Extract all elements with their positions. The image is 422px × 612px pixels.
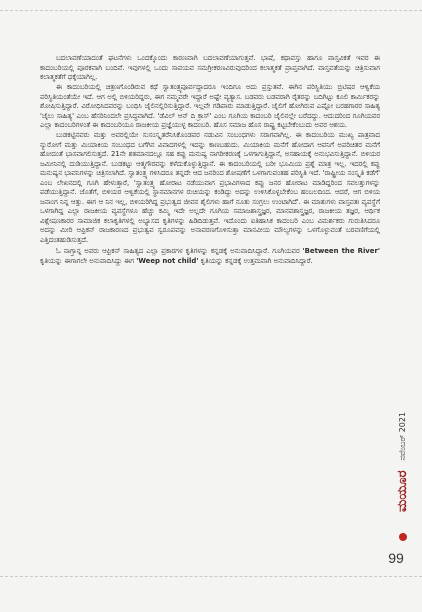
top-dashed-divider [0, 10, 422, 11]
vertical-masthead [395, 412, 410, 512]
issue-date: ನವೆಂಬರ್ 2021 [397, 411, 407, 461]
bottom-dashed-divider [0, 576, 422, 577]
paragraph-3: ಬುಡಕಟ್ಟಿನವರು ಮತ್ತು ಅವರಲ್ಲಿಯೇ ಸುಸಂಸ್ಕೃತರೆನಿಸಿಕೊಂಡವರ ನಡುವಿನ ಸಂಬಂಧಗಳು ಸರಾಗವಾಗಿಲ್ಲ. ಈ ಕಾದಂಬರಿಯ ಮುಖ್ಯ ಪಾತ್ರವಾದ ನ್ಯುರೋಗೆ ಮತ್ತು ಮಿಯಾಕಿಯ ಸಂಬಂಧದ ಬಗೆಗಿನ ವಿವಾದಗಳಲ್ಲಿ ಇದನ್ನು ಕಾಣಬಹುದು. ಮಿಯಾಕಿಯ ಮನೆಗೆ ಹೋದಾಗ ಆವನಿಗೆ ಅಪರಿಚಿತರ ಮನೆಗೆ ಹೋದಂತೆ ಭಾಸವಾಗಲಿಸುತ್ತದೆ. 21ನೇ ಶತಮಾನದಲ್ಲೂ ಸಹ ಕಪ್ಪು ಮನುಷ್ಯ ನಾಗರೀಕರಣಕ್ಕೆ ಒಳಗಾಗುತ್ತಿದ್ದಾನೆ, ಅಸಹಾಯಕ್ಕೆ ಅನುಭವಿಸುತ್ತಿದ್ದಾನೆ. ಬಿಳಿಯರ ಜಮೀನಿನಲ್ಲಿ ದುಡಿಯುತ್ತಿದ್ದಾನೆ. ಬುಡಕಟ್ಟು ಆತ್ಮಗೌರವನ್ನು ಕಳೆದುಕೊಳ್ಳುತ್ತಿದ್ದಾನೆ. ಈ ಕಾದಂಬರಿಯಲ್ಲಿ ಬರೀ ಭೂಮಿಯ ಪ್ರಶ್ನೆ ಮಾತ್ರ ಇಲ್ಲ. ಇದರಲ್ಲಿ ಕಪ್ಪು ಮನುಷ್ಯನ ಭಾವನಿಗಳನ್ನು ಚಿತ್ರಿಸಲಾಗಿದೆ. ಸ್ವಾತಂತ್ರ್ಯ ಗಳಿಸಿದರೂ ತನ್ನದೇ ಆದ ಜನರಿಂದ ಶೋಷಣೆಗೆ ಒಳಗಾಗುವಂತಹ ಪರಿಸ್ಥಿತಿ ಇದೆ. 'ರಾಷ್ಟ್ರೀಯ ಸಂಸ್ಕೃತಿ ಕಡೆಗೆ' ಎಂಬ ಲೇಖನದಲ್ಲಿ ಗೂಗಿ ಹೇಳುತ್ತಾರೆ, 'ಸ್ವಾತಂತ್ರ್ಯ ಹೋರಾಟ ನಡೆಯುವಾಗ ಪ್ರಭಾವಿಗಳಾದ ಕಪ್ಪು ಜನರ ಹೋರಾಟ ಮಾಡಿದ್ದರಿಂದ ಸವಲತ್ತುಗಳನ್ನು ಪಡೆಯುತ್ತಿದ್ದಾನೆ. ಜೊತೆಗೆ, ಬಿಳಿಯರ ಆಳ್ವಿಕೆಯಲ್ಲಿ ಸ್ಥಾನಮಾನಗಳ ರುಚಿಯನ್ನು ಕಂಡಿದ್ದು ಅದನ್ನು ಉಳಿಸಿಕೊಳ್ಳಬೇಕೆಂಬ ಹಂಬಲದಿಂದ. ಆದರೆ, ಆಗ ಬಿಳಿಯ ಜನಾಂಗ ನಿನ್ನ ಆತ್ತು. ಈಗ ಆ ನಿನ ಇಲ್ಲ, ಬಿಳಿಯರಿಗಿದ್ದ ಪ್ರಭುತ್ವದ ಜೀವನ ಶೈಲಿಗಳು ಹಾಗೆ ನೂತು ಸಂಗ್ರಲು ಉಂಟಾಗಿದೆ'. ಈ ಮಾತುಗಳು ವಾಸ್ತವತಃ ವ್ಯವಸ್ಥೆಗೆ ಒಳಗಾಗಿದ್ದ ಎಲ್ಲಾ ರಾಜಕೀಯ ವ್ಯವಸ್ಥೆಗಳೂ ಹೆಚ್ಚು ಕಮ್ಮಿ ಇದೇ ಅಲ್ಲದೇ ಗೂಗಿಯ ಸಮಾಜಶಾಸ್ತ್ರಜ್ಞರ, ಮಾನವಶಾಸ್ತ್ರಜ್ಞರ, ರಾಜಕೀಯ ತಜ್ಞರ, ಆರ್ಥಿಕ ವಿಶ್ಲೇಷಣಕಾರರ ಸಾಮಾಜಿಕ ಕಲಾಕೃತಿಗಳಲ್ಲಿ ಅಭ್ಯಾಸದ ಕೃತಿಗಳನ್ನು ಹಿಡಿದಿಡುತ್ತವೆ. ಇದೊಂದು ಐತಿಹಾಸಿಕ ಕಾದಂಬರಿ ಎಂಬ ವಿಮರ್ಶಕರು ಗುರುತಿಸಿದರೂ ಅದನ್ನು ಮೀರಿ ಆಫ್ರಿಕನ್ ರಾಜಕಾರಣದ ಪ್ರಭುತ್ವವ ಸ್ವರೂಪವನ್ನು ಅನಾವರಣಗೊಳಿಸುತ್ತಾ ಮಾನವೀಯ ಮೌಲ್ಯಗಳನ್ನು ಒಳಗೊಳ್ಳುವಂತೆ ಬರವಣಿಗೆಯಲ್ಲಿ ಎತ್ತಿದಂತಹುಡಿಸುತ್ತದೆ. [40, 131, 380, 244]
book-title-between-the-river: 'Between the River' [302, 247, 380, 255]
red-dot-marker [399, 533, 407, 541]
note-line-2-suffix: ಕೃತಿಯನ್ನು ಕನ್ನಡಕ್ಕೆ ಉತ್ತಮವಾಗಿ ಅನುವಾದಿಸಿದ್ದಾರೆ. [198, 256, 313, 265]
note-line-2-mid: ಕೃತಿಯನ್ನು ಈಗಾಗಲೇ ಅನುವಾದಿಸಿದ್ದು ಈಗ [40, 256, 137, 265]
paragraph-2: ಈ ಕಾದಂಬರಿಯಲ್ಲಿ ಚಿತ್ರಣಗೊಂಡಿರುವ ಕಥೆ ಸ್ವಾತಂತ್ರ್ಯಪೂರ್ವದ್ದಾದರೂ ಇಂದಿಗೂ ಅದು ಪ್ರಸ್ತುತವೆ. ಈಗಿನ ಪರಿಸ್ಥಿತಿಯು ಬ್ರಿಟಿಷರ ಆಳ್ವಿಕೆಯ ಪರಿಸ್ಥಿತಿಯಂತೆಯೇ ಇದೆ. ಆಗ ಅಲ್ಲಿ ಬಿಳಿಯರಿದ್ದರು, ಈಗ ನಮ್ಮವರೇ ಇದ್ದಾರೆ ಅಷ್ಟೇ ವ್ಯತ್ಯಾಸ. ಬಡವರು ಬಡವರಾಗಿ ರೈತರನ್ನು ಬದಿಗಿಟ್ಟು ಕೂಲಿ ಕಾರ್ಮಿಕರನ್ನು ಶೋಷಿಸುತ್ತಿದ್ದಾರೆ. ವಿರೋಧಿಸಿದವರನ್ನು ಬಂಧಿಸಿ ಜೈಲಿನಲ್ಲಿರಿಸುತ್ತಿದ್ದಾರೆ. ಇಲ್ಲವೇ ಗಡಿಪಾರು ಮಾಡುತ್ತಿದ್ದಾರೆ. ಜೈಲಿಗೆ ಹೋಗಿರುವ ಎಷ್ಟೋ ಬರಹಗಾರರ ಸಾಹಿತ್ಯ 'ಜೈಲು ಸಾಹಿತ್ಯ' ಎಂಬ ಹೆಸರಿನಿಂದಲೇ ಪ್ರಸಿದ್ಧವಾಗಿದೆ. 'ಡೆವಿಲ್ ಆನ್ ದಿ ಕ್ರಾಸ್' ಎಂಬ ಗೂಗಿಯ ಕಾದಂಬರಿ ಜೈಲಿನಲ್ಲೇ ಬರೆದದ್ದು. ಆದುದರಿಂದ ಗೂಗಿಯವರ ಎಲ್ಲಾ ಕಾದಂಬರಿಗಳಂತೆ ಈ ಕಾದಂಬರಿಯೂ ರಾಜಕೀಯ ಪ್ರಜ್ಞೆಯುಳ್ಳ ಕಾದಂಬರಿ. ಹೊಸ ಸಮಾಜ ಹೊಸ ರಾಷ್ಟ್ರ ಕಟ್ಟಬೇಕೆಂಬುದು ಅವರ ಆಶಯ. [40, 83, 380, 129]
page-number: 99 [388, 550, 404, 566]
paragraph-1: ಬದಲಾವಣೆಯಾದಂತೆ ಘಟನೆಗಳು ಒಂದಕ್ಕೊಂದು ಕಾರಣವಾಗಿ ಬದಲಾವಣೆಯಾಗುತ್ತವೆ. ಭಾಷೆ, ಕಥಾವಸ್ತು ಹಾಗೂ ವಾಸ್ತವಿಕತೆ ಇವರ ಈ ಕಾದಂಬರಿಯಲ್ಲಿ ಪೂರಕವಾಗಿ ಬಂದಿವೆ. ಇವುಗಳಲ್ಲಿ ಒಂದು ಸಾವಯವ ಸಮಗ್ರೀಕರಣವಿರುವುದರಿಂದ ಕಲಾತ್ಮಕತೆ ಪ್ರಾಪ್ತವಾಗಿದೆ. ವಾಸ್ತವತೆಯನ್ನು ಚಿತ್ರಿಸುವಾಗ ಕಲಾತ್ಮಕತೆಗೆ ಧಕ್ಕೆಯಾಗಿಲ್ಲ. [40, 54, 380, 81]
note-line-1: ಓ ನಾಗ್ತಾನ್ನ ಅವರು ಆಫ್ರಿಕನ್ ಸಾಹಿತ್ಯದ ಎಲ್ಲಾ ಪ್ರಕಾರಗಳ ಕೃತಿಗಳನ್ನು ಕನ್ನಡಕ್ಕೆ ಅನುವಾದಿಸಿದ್ದಾರೆ. [56, 247, 270, 255]
book-title-weep-not-child: 'Weep not child' [136, 256, 199, 265]
translator-note [40, 247, 380, 266]
article-body [40, 54, 380, 266]
magazine-sidebar [395, 352, 415, 612]
magazine-name: ಮಯೂರ [395, 470, 410, 512]
note-line-2-prefix: ಗೂಗಿಯವರ [272, 247, 303, 255]
